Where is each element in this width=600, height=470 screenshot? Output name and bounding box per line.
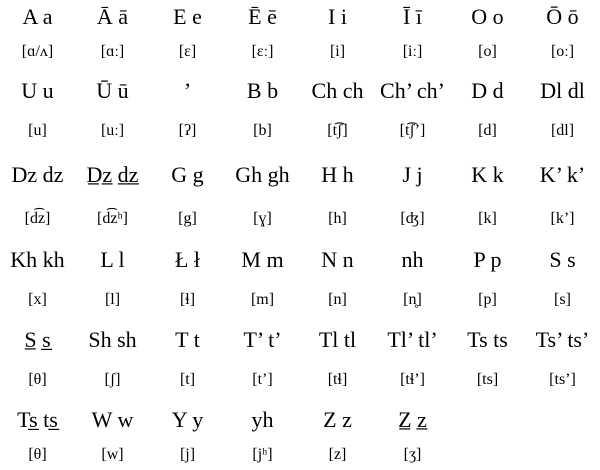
letter-cell: Ch ch [311,78,364,103]
ipa-row-4 [0,287,600,313]
ipa-cell: [ɑ/ʌ] [21,43,54,60]
letter-cell: S̲ s̲ [24,327,51,352]
letter-cell: ’ [183,78,192,103]
ipa-cell: [j] [179,446,196,463]
letter-cell: Tl tl [318,327,357,352]
letter-cell: Gh gh [235,162,290,187]
letter-cell: K’ k’ [539,162,586,187]
ipa-cell: [ʔ] [178,122,197,139]
letter-cell: S s [549,247,576,272]
ipa-cell: [k’] [550,210,575,227]
ipa-cell: [ʃ] [104,371,121,388]
ipa-cell: [iː] [402,43,423,60]
ipa-row-2 [0,118,600,144]
letter-cell: Ē ē [248,4,277,29]
letter-cell: Y y [171,407,204,432]
letter-cell: Ts ts [467,327,508,352]
ipa-cell: [d͡z] [24,210,51,227]
letter-cell: Tl’ tl’ [387,327,438,352]
ipa-cell: [θ] [28,371,47,388]
ipa-cell: [w] [101,446,124,463]
ipa-cell: [p] [478,291,497,308]
ipa-cell: [ʒ] [403,446,422,463]
letter-row-6 [0,403,600,437]
ipa-cell: [s] [554,291,571,308]
ipa-cell: [g] [178,210,197,227]
letter-row-3 [0,158,600,192]
letter-cell: Kh kh [10,247,65,272]
ipa-cell: [d͡zʰ] [97,210,128,227]
letter-cell: I i [328,4,347,29]
ipa-row-1 [0,39,600,65]
letter-cell: B b [246,78,279,103]
letter-cell: D d [471,78,504,103]
ipa-cell: [ɬ] [179,291,196,308]
ipa-cell: [t] [179,371,196,388]
letter-cell: W w [91,407,134,432]
letter-cell: Ō ō [546,4,579,29]
letter-cell: H h [321,162,354,187]
letter-row-1 [0,0,600,34]
letter-cell: E e [173,4,202,29]
letter-cell: Ch’ ch’ [380,78,445,103]
ipa-cell: [ɛː] [251,43,274,60]
ipa-cell: [u] [28,122,47,139]
ipa-cell: [θ] [28,446,47,463]
ipa-cell: [m] [250,291,275,308]
ipa-cell: [ɛ] [178,43,197,60]
ipa-cell: [jʰ] [252,446,273,463]
ipa-row-3 [0,206,600,232]
letter-cell: Ā ā [96,4,129,29]
ipa-cell: [oː] [550,43,575,60]
ipa-cell: [ts’] [549,371,576,388]
letter-cell: T’ t’ [243,327,282,352]
letter-cell: K k [471,162,504,187]
letter-cell: nh [401,247,424,272]
letter-row-4 [0,243,600,277]
ipa-row-6 [0,442,600,468]
ipa-cell: [ʤ] [400,210,425,227]
letter-cell: U u [21,78,54,103]
letter-cell: O o [471,4,504,29]
ipa-cell: [dl] [550,122,575,139]
ipa-cell: [h] [328,210,347,227]
letter-cell: P p [473,247,502,272]
letter-cell: Ł ł [174,247,201,272]
ipa-cell: [n] [328,291,347,308]
letter-cell: D̲z̲ d̲z̲ [86,162,139,187]
letter-cell: J j [402,162,423,187]
letter-cell: Sh sh [88,327,137,352]
letter-cell: Ī ī [403,4,422,29]
ipa-cell: [t’] [252,371,273,388]
letter-cell: L l [100,247,125,272]
ipa-cell: [l] [104,291,121,308]
ipa-cell: [t͡ʃʼ] [399,122,426,139]
ipa-cell: [n̥] [403,291,422,308]
letter-cell [450,403,525,437]
letter-cell: Ts’ ts’ [535,327,590,352]
ipa-cell: [uː] [100,122,125,139]
ipa-cell: [tɬ] [327,371,348,388]
ipa-cell: [ɣ] [253,210,272,227]
ipa-cell [525,442,600,468]
letter-cell: A a [22,4,53,29]
letter-cell: Ts̲ ts̲ [17,407,58,432]
letter-cell: Z z [323,407,352,432]
ipa-cell: [i] [329,43,346,60]
ipa-cell: [b] [253,122,272,139]
ipa-cell: [ts] [476,371,499,388]
letter-cell: Dz dz [11,162,64,187]
ipa-cell: [t͡ʃ] [327,122,348,139]
ipa-cell: [x] [28,291,47,308]
ipa-cell: [tɬ’] [400,371,425,388]
letter-cell [525,403,600,437]
letter-row-5 [0,323,600,357]
letter-cell: M m [241,247,284,272]
letter-cell: yh [251,407,274,432]
letter-cell: G g [171,162,204,187]
ipa-cell: [o] [478,43,497,60]
letter-cell: Dl dl [540,78,585,103]
letter-row-2 [0,74,600,108]
ipa-cell: [z] [328,446,347,463]
ipa-row-5 [0,367,600,393]
letter-cell: N n [321,247,354,272]
ipa-cell: [d] [478,122,497,139]
letter-cell: Z̲ z̲ [398,407,427,432]
letter-cell: Ū ū [96,78,129,103]
letter-cell: T t [175,327,200,352]
ipa-cell: [ɑː] [100,43,125,60]
ipa-cell [450,442,525,468]
ipa-cell: [k] [478,210,497,227]
